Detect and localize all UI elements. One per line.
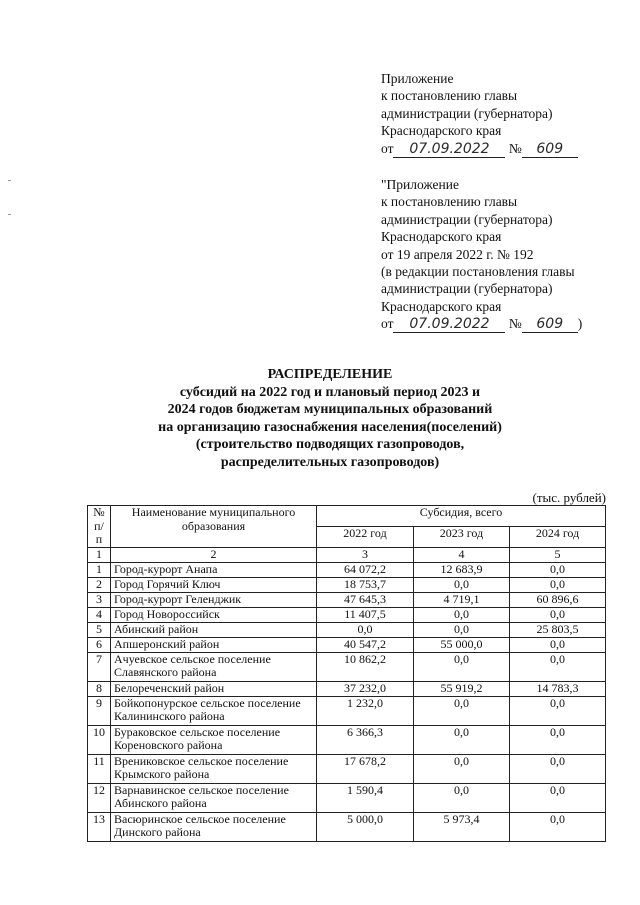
header-subsidy: Субсидия, всего	[317, 506, 606, 527]
index-cell: 5	[510, 547, 606, 562]
row-number-cell: 12	[88, 783, 111, 812]
table-row	[88, 607, 606, 622]
row-number-cell: 13	[88, 812, 111, 841]
number-prefix: №	[508, 140, 522, 156]
subsidy-2024-cell: 60 896,6	[510, 592, 606, 607]
appendix-line: администрации (губернатора)	[381, 211, 553, 227]
table-row	[88, 562, 606, 577]
subsidy-2023-cell: 0,0	[414, 652, 510, 681]
row-number-cell: 11	[88, 754, 111, 783]
table-row	[88, 783, 606, 812]
closing-paren: )	[577, 316, 583, 332]
subsidy-2024-cell: 0,0	[510, 652, 606, 681]
title-line: 2024 годов бюджетам муниципальных образований	[167, 402, 493, 417]
table-row	[88, 637, 606, 652]
index-cell: 3	[317, 547, 414, 562]
subsidy-2022-cell: 5 000,0	[317, 812, 414, 841]
handwritten-date: 07.09.2022	[393, 316, 505, 333]
appendix-line: к постановлению главы	[381, 88, 518, 104]
subsidy-2024-cell: 0,0	[510, 562, 606, 577]
appendix-block-original	[381, 176, 582, 333]
subsidy-2022-cell: 18 753,7	[317, 577, 414, 592]
municipality-name-cell: Город Горячий Ключ	[111, 577, 317, 592]
subsidy-2023-cell: 0,0	[414, 696, 510, 725]
subsidy-2023-cell: 4 719,1	[414, 592, 510, 607]
row-number-cell: 2	[88, 577, 111, 592]
subsidy-2023-cell: 55 919,2	[414, 681, 510, 696]
unit-note: (тыс. рублей)	[532, 490, 606, 505]
row-number-cell: 9	[88, 696, 111, 725]
appendix-line: администрации (губернатора)	[381, 281, 553, 297]
document-title	[100, 366, 560, 471]
number-prefix: №	[508, 316, 522, 332]
subsidy-2024-cell: 0,0	[510, 725, 606, 754]
subsidy-2023-cell: 0,0	[414, 754, 510, 783]
header-year-2024: 2024 год	[510, 526, 606, 547]
subsidy-2022-cell: 1 590,4	[317, 783, 414, 812]
municipality-name-cell: Абинский район	[111, 622, 317, 637]
from-prefix: от	[381, 316, 394, 332]
table-row	[88, 812, 606, 841]
subsidy-table	[87, 505, 606, 842]
index-cell: 2	[111, 547, 317, 562]
title-line: на организацию газоснабжения населения(поселений)	[158, 419, 502, 435]
appendix-line: Приложение	[381, 71, 454, 86]
appendix-block-current	[381, 70, 578, 158]
title-line: распределительных газопроводов)	[220, 454, 440, 470]
municipality-name-cell: Варнавинское сельское поселение Абинского района	[111, 783, 317, 812]
row-number-cell: 1	[88, 562, 111, 577]
table-row	[88, 696, 606, 725]
subsidy-2023-cell: 0,0	[414, 622, 510, 637]
subsidy-2023-cell: 0,0	[414, 725, 510, 754]
appendix-line: Краснодарского края	[381, 229, 502, 245]
header-year-2023: 2023 год	[414, 526, 510, 547]
municipality-name-cell: Город Новороссийск	[111, 607, 317, 622]
handwritten-number: 609	[522, 316, 578, 333]
municipality-name-cell: Васюринское сельское поселение Динского района	[111, 812, 317, 841]
index-cell: 4	[414, 547, 510, 562]
table-row	[88, 681, 606, 696]
scan-mark	[8, 180, 11, 181]
subsidy-2023-cell: 55 000,0	[414, 637, 510, 652]
row-number-cell: 4	[88, 607, 111, 622]
subsidy-2022-cell: 0,0	[317, 622, 414, 637]
row-number-cell: 6	[88, 637, 111, 652]
appendix-line: "Приложение	[381, 177, 459, 192]
header-year-2022: 2022 год	[317, 526, 414, 547]
subsidy-2024-cell: 25 803,5	[510, 622, 606, 637]
subsidy-2024-cell: 0,0	[510, 607, 606, 622]
municipality-name-cell: Апшеронский район	[111, 637, 317, 652]
municipality-name-cell: Белореченский район	[111, 681, 317, 696]
table-body	[88, 562, 606, 841]
subsidy-2024-cell: 14 783,3	[510, 681, 606, 696]
row-number-cell: 10	[88, 725, 111, 754]
subsidy-2024-cell: 0,0	[510, 696, 606, 725]
subsidy-2023-cell: 0,0	[414, 577, 510, 592]
municipality-name-cell: Город-курорт Анапа	[111, 562, 317, 577]
subsidy-2023-cell: 0,0	[414, 607, 510, 622]
row-number-cell: 8	[88, 681, 111, 696]
table-row	[88, 652, 606, 681]
municipality-name-cell: Врениковское сельское поселение Крымского района	[111, 754, 317, 783]
subsidy-2022-cell: 64 072,2	[317, 562, 414, 577]
subsidy-2023-cell: 5 973,4	[414, 812, 510, 841]
title-line: РАСПРЕДЕЛЕНИЕ	[267, 367, 393, 382]
appendix-line: к постановлению главы	[381, 194, 518, 210]
subsidy-2024-cell: 0,0	[510, 637, 606, 652]
table-row	[88, 622, 606, 637]
municipality-name-cell: Ачуевское сельское поселение Славянского района	[111, 652, 317, 681]
appendix-line: Краснодарского края	[381, 298, 502, 314]
from-prefix: от	[381, 140, 394, 156]
row-number-cell: 5	[88, 622, 111, 637]
appendix-line: (в редакции постановления главы	[381, 264, 575, 280]
subsidy-2022-cell: 40 547,2	[317, 637, 414, 652]
index-cell: 1	[88, 547, 111, 562]
subsidy-2024-cell: 0,0	[510, 812, 606, 841]
table-row	[88, 725, 606, 754]
subsidy-2023-cell: 12 683,9	[414, 562, 510, 577]
subsidy-2024-cell: 0,0	[510, 783, 606, 812]
subsidy-2022-cell: 11 407,5	[317, 607, 414, 622]
header-number: № п/п	[88, 506, 111, 548]
handwritten-date: 07.09.2022	[393, 141, 505, 158]
table-row	[88, 592, 606, 607]
row-number-cell: 3	[88, 592, 111, 607]
subsidy-2024-cell: 0,0	[510, 577, 606, 592]
appendix-line: администрации (губернатора)	[381, 105, 553, 121]
subsidy-2022-cell: 37 232,0	[317, 681, 414, 696]
handwritten-number: 609	[522, 141, 578, 158]
subsidy-2022-cell: 17 678,2	[317, 754, 414, 783]
appendix-date-line	[381, 140, 578, 158]
subsidy-2022-cell: 1 232,0	[317, 696, 414, 725]
row-number-cell: 7	[88, 652, 111, 681]
subsidy-2024-cell: 0,0	[510, 754, 606, 783]
subsidy-2022-cell: 47 645,3	[317, 592, 414, 607]
title-line: (строительство подводящих газопроводов,	[195, 437, 465, 452]
appendix-line: от 19 апреля 2022 г. № 192	[381, 246, 534, 262]
subsidy-2022-cell: 6 366,3	[317, 725, 414, 754]
appendix-line: Краснодарского края	[381, 123, 502, 139]
subsidy-2023-cell: 0,0	[414, 783, 510, 812]
table-row	[88, 577, 606, 592]
header-name: Наименование муниципального образования	[111, 506, 317, 548]
title-line: субсидий на 2022 год и плановый период 2023 и	[179, 384, 481, 400]
municipality-name-cell: Бойкопонурское сельское поселение Калининского района	[111, 696, 317, 725]
municipality-name-cell: Бураковское сельское поселение Кореновского района	[111, 725, 317, 754]
scan-mark	[8, 214, 11, 215]
subsidy-2022-cell: 10 862,2	[317, 652, 414, 681]
appendix-date-line	[381, 315, 582, 333]
municipality-name-cell: Город-курорт Геленджик	[111, 592, 317, 607]
table-row	[88, 754, 606, 783]
